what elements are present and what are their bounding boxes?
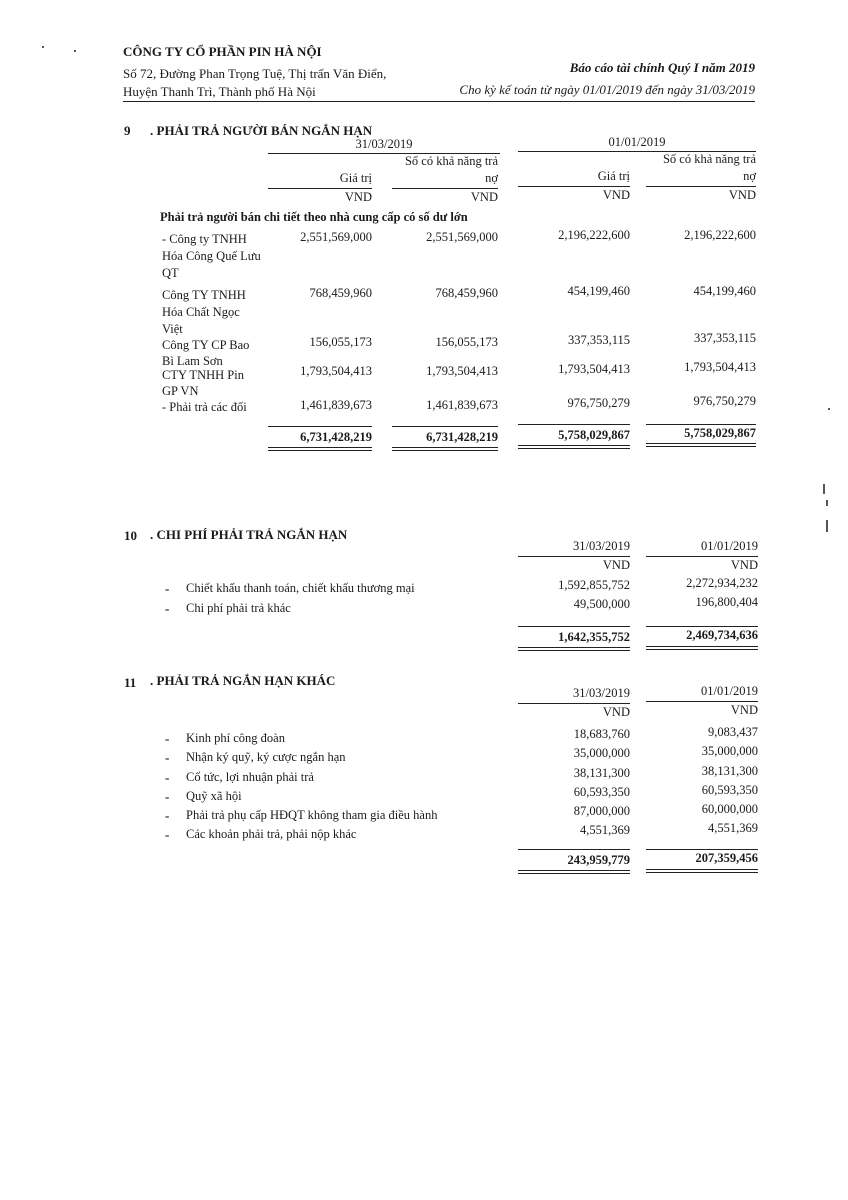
s11-total-rule	[518, 849, 630, 850]
s9-double-rule	[392, 447, 498, 451]
s9-total-rule	[268, 426, 372, 427]
value-cell: 156,055,173	[435, 335, 498, 349]
s9-total-cell: 5,758,029,867	[684, 426, 756, 440]
value-cell: 1,793,504,413	[684, 360, 756, 374]
s9-total-rule	[392, 426, 498, 427]
supplier-name-line: Hóa Công Quế Lưu	[162, 249, 261, 263]
s11-date-rule	[518, 703, 630, 704]
value-cell: 9,083,437	[708, 725, 758, 739]
supplier-name-line: Hóa Chất Ngọc	[162, 305, 240, 319]
section-9-title: . PHẢI TRẢ NGƯỜI BÁN NGẮN HẠN	[150, 123, 373, 138]
value-cell: 87,000,000	[573, 804, 630, 818]
value-cell: 1,793,504,413	[558, 362, 630, 376]
s11-total-rule	[646, 849, 758, 850]
value-cell: 2,551,569,000	[300, 230, 372, 244]
supplier-name-line: CTY TNHH Pin	[162, 368, 244, 382]
s10-total-cell: 1,642,355,752	[558, 630, 630, 644]
supplier-name-line: - Phải trả các đối	[162, 400, 247, 414]
s11-total-cell: 243,959,779	[567, 853, 630, 867]
scan-speck	[74, 50, 76, 52]
s9-col1-rule	[268, 188, 372, 189]
row-label: Chi phí phải trả khác	[186, 601, 291, 615]
s9-col4-header-line2: nợ	[743, 169, 756, 183]
value-cell: 38,131,300	[573, 766, 630, 780]
s10-date-rule	[518, 556, 630, 557]
s9-subheading: Phải trả người bán chi tiết theo nhà cung cấp có số dư lớn	[160, 210, 468, 224]
supplier-name-line: Công TY TNHH	[162, 288, 246, 302]
value-cell: 1,793,504,413	[426, 364, 498, 378]
value-cell: 976,750,279	[567, 396, 630, 410]
report-period: Cho kỳ kế toán từ ngày 01/01/2019 đến ngày 31/03/2019	[459, 82, 755, 97]
s9-double-rule	[518, 445, 630, 449]
value-cell: 4,551,369	[708, 821, 758, 835]
row-label: Chiết khấu thanh toán, chiết khấu thương mại	[186, 581, 415, 595]
value-cell: 1,793,504,413	[300, 364, 372, 378]
bullet-dash: -	[165, 808, 170, 823]
s9-total-cell: 6,731,428,219	[426, 430, 498, 444]
value-cell: 4,551,369	[580, 823, 630, 837]
value-cell: 454,199,460	[567, 284, 630, 298]
s9-col4-header-line1: Số có khả năng trả	[662, 152, 756, 166]
s9-col4-currency: VND	[728, 188, 756, 202]
value-cell: 768,459,960	[309, 286, 372, 300]
company-name: CÔNG TY CỔ PHẦN PIN HÀ NỘI	[123, 44, 322, 59]
s9-double-rule	[646, 443, 756, 447]
s11-date-current: 31/03/2019	[573, 686, 630, 700]
report-title: Báo cáo tài chính Quý I năm 2019	[569, 60, 755, 75]
s9-double-rule	[268, 447, 372, 451]
supplier-name-line: QT	[162, 266, 179, 280]
value-cell: 1,461,839,673	[426, 398, 498, 412]
bullet-dash: -	[165, 601, 170, 616]
s10-currency: VND	[730, 558, 758, 572]
bullet-dash: -	[165, 789, 170, 804]
row-label: Nhận ký quỹ, ký cược ngắn hạn	[186, 750, 346, 764]
company-address-line2: Huyện Thanh Trì, Thành phố Hà Nội	[123, 84, 316, 99]
s9-total-rule	[646, 424, 756, 425]
value-cell: 454,199,460	[693, 284, 756, 298]
s9-col2-rule	[392, 188, 498, 189]
supplier-name-line: Việt	[162, 322, 183, 336]
scan-speck	[42, 46, 44, 48]
scan-speck	[828, 408, 830, 410]
s9-col2-currency: VND	[470, 190, 498, 204]
s10-date-rule	[646, 556, 758, 557]
s10-date-prior: 01/01/2019	[701, 539, 758, 553]
value-cell: 2,196,222,600	[684, 228, 756, 242]
section-10-number: 10	[124, 528, 137, 543]
s9-col4-rule	[646, 186, 756, 187]
value-cell: 60,000,000	[701, 802, 758, 816]
row-label: Cổ tức, lợi nhuận phải trả	[186, 770, 314, 784]
value-cell: 60,593,350	[573, 785, 630, 799]
value-cell: 35,000,000	[573, 746, 630, 760]
value-cell: 196,800,404	[695, 595, 758, 609]
s9-date-current: 31/03/2019	[355, 137, 413, 151]
s9-col3-rule	[518, 186, 630, 187]
bullet-dash: -	[165, 731, 170, 746]
s9-col1-header: Giá trị	[339, 171, 372, 185]
row-label: Kinh phí công đoàn	[186, 731, 285, 745]
value-cell: 18,683,760	[573, 727, 630, 741]
row-label: Quỹ xã hội	[186, 789, 242, 803]
bullet-dash: -	[165, 770, 170, 785]
value-cell: 1,461,839,673	[300, 398, 372, 412]
value-cell: 1,592,855,752	[558, 578, 630, 592]
s9-total-cell: 6,731,428,219	[300, 430, 372, 444]
section-11-number: 11	[124, 675, 137, 690]
s11-total-cell: 207,359,456	[695, 851, 758, 865]
s9-col2-header-line1: Số có khả năng trả	[404, 154, 498, 168]
supplier-name-line: - Công ty TNHH	[162, 232, 247, 246]
value-cell: 156,055,173	[309, 335, 372, 349]
s11-double-rule	[518, 870, 630, 874]
s9-col2-header-line2: nợ	[485, 171, 498, 185]
section-10-title: . CHI PHÍ PHẢI TRẢ NGẮN HẠN	[150, 527, 348, 542]
s11-currency: VND	[602, 705, 630, 719]
section-9-number: 9	[124, 123, 131, 138]
s9-col1-currency: VND	[344, 190, 372, 204]
company-address-line1: Số 72, Đường Phan Trọng Tuệ, Thị trấn Văn Điển,	[123, 66, 387, 81]
scan-speck	[826, 500, 828, 506]
s9-total-rule	[518, 424, 630, 425]
s9-col3-currency: VND	[602, 188, 630, 202]
s10-double-rule	[646, 646, 758, 650]
bullet-dash: -	[165, 827, 170, 842]
s10-total-rule	[646, 626, 758, 627]
s9-col3-header: Giá trị	[597, 169, 630, 183]
header-rule	[123, 101, 755, 102]
s10-total-cell: 2,469,734,636	[686, 628, 758, 642]
value-cell: 768,459,960	[435, 286, 498, 300]
supplier-name-line: Công TY CP Bao	[162, 338, 250, 352]
value-cell: 60,593,350	[701, 783, 758, 797]
bullet-dash: -	[165, 581, 170, 596]
value-cell: 49,500,000	[573, 597, 630, 611]
value-cell: 2,196,222,600	[558, 228, 630, 242]
bullet-dash: -	[165, 750, 170, 765]
value-cell: 2,272,934,232	[686, 576, 758, 590]
value-cell: 976,750,279	[693, 394, 756, 408]
s9-total-cell: 5,758,029,867	[558, 428, 630, 442]
s11-double-rule	[646, 869, 758, 873]
supplier-name-line: GP VN	[162, 384, 199, 398]
s10-currency: VND	[602, 558, 630, 572]
s11-currency: VND	[730, 703, 758, 717]
s11-date-rule	[646, 701, 758, 702]
supplier-name-line: Bì Lam Sơn	[162, 354, 223, 368]
scan-speck	[823, 484, 825, 494]
s11-date-prior: 01/01/2019	[701, 684, 758, 698]
row-label: Các khoản phải trả, phải nộp khác	[186, 827, 357, 841]
section-11-title: . PHẢI TRẢ NGẮN HẠN KHÁC	[150, 673, 336, 688]
s9-date-prior: 01/01/2019	[608, 135, 666, 149]
value-cell: 38,131,300	[701, 764, 758, 778]
value-cell: 337,353,115	[567, 333, 630, 347]
s10-double-rule	[518, 647, 630, 651]
value-cell: 2,551,569,000	[426, 230, 498, 244]
s10-total-rule	[518, 626, 630, 627]
row-label: Phải trả phụ cấp HĐQT không tham gia điều hành	[186, 808, 438, 822]
scan-speck	[826, 520, 828, 532]
value-cell: 337,353,115	[693, 331, 756, 345]
s10-date-current: 31/03/2019	[573, 539, 630, 553]
value-cell: 35,000,000	[701, 744, 758, 758]
